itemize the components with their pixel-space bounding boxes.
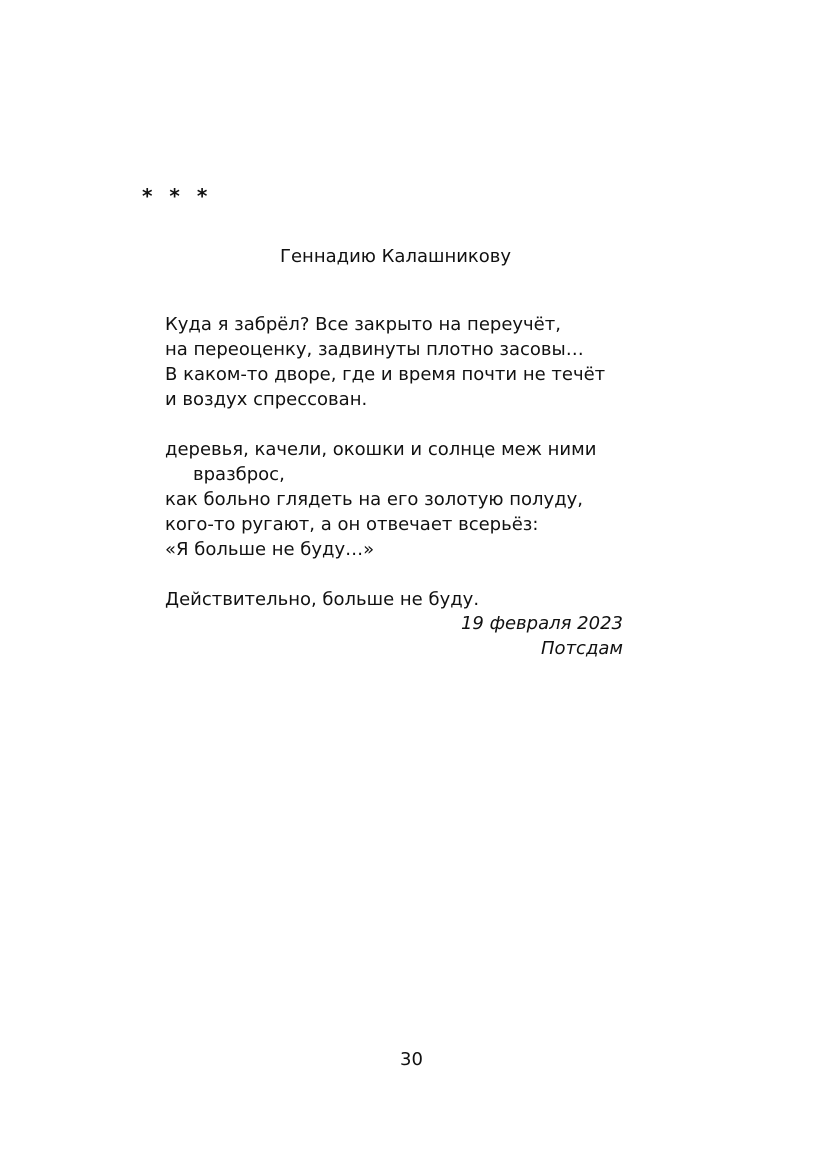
- poem-body: [165, 312, 605, 612]
- poem-line: кого-то ругают, а он отвечает всерьёз:: [165, 514, 539, 535]
- section-marker: * * *: [142, 184, 213, 208]
- stanza-gap: [165, 412, 605, 437]
- poem-line: «Я больше не буду…»: [165, 539, 375, 560]
- signature-place: Потсдам: [541, 638, 623, 659]
- poem-line-continuation: вразброс,: [193, 464, 285, 485]
- dedication: Геннадию Калашникову: [280, 246, 512, 267]
- poem-line: деревья, качели, окошки и солнце меж ними: [165, 439, 597, 460]
- poem-line: Куда я забрёл? Все закрыто на переучёт,: [165, 314, 561, 335]
- stanza-1: [165, 312, 605, 412]
- page-number: 30: [400, 1049, 423, 1070]
- poem-line: и воздух спрессован.: [165, 389, 368, 410]
- signature: [461, 611, 623, 661]
- poem-line: В каком-то дворе, где и время почти не течёт: [165, 364, 606, 385]
- stanza-gap: [165, 562, 605, 587]
- stanza-2: [165, 437, 605, 562]
- poem-line: на переоценку, задвинуты плотно засовы…: [165, 339, 584, 360]
- poem-line: как больно глядеть на его золотую полуду,: [165, 489, 584, 510]
- poem-line: Действительно, больше не буду.: [165, 589, 480, 610]
- stanza-3: [165, 587, 605, 612]
- signature-date: 19 февраля 2023: [460, 613, 623, 634]
